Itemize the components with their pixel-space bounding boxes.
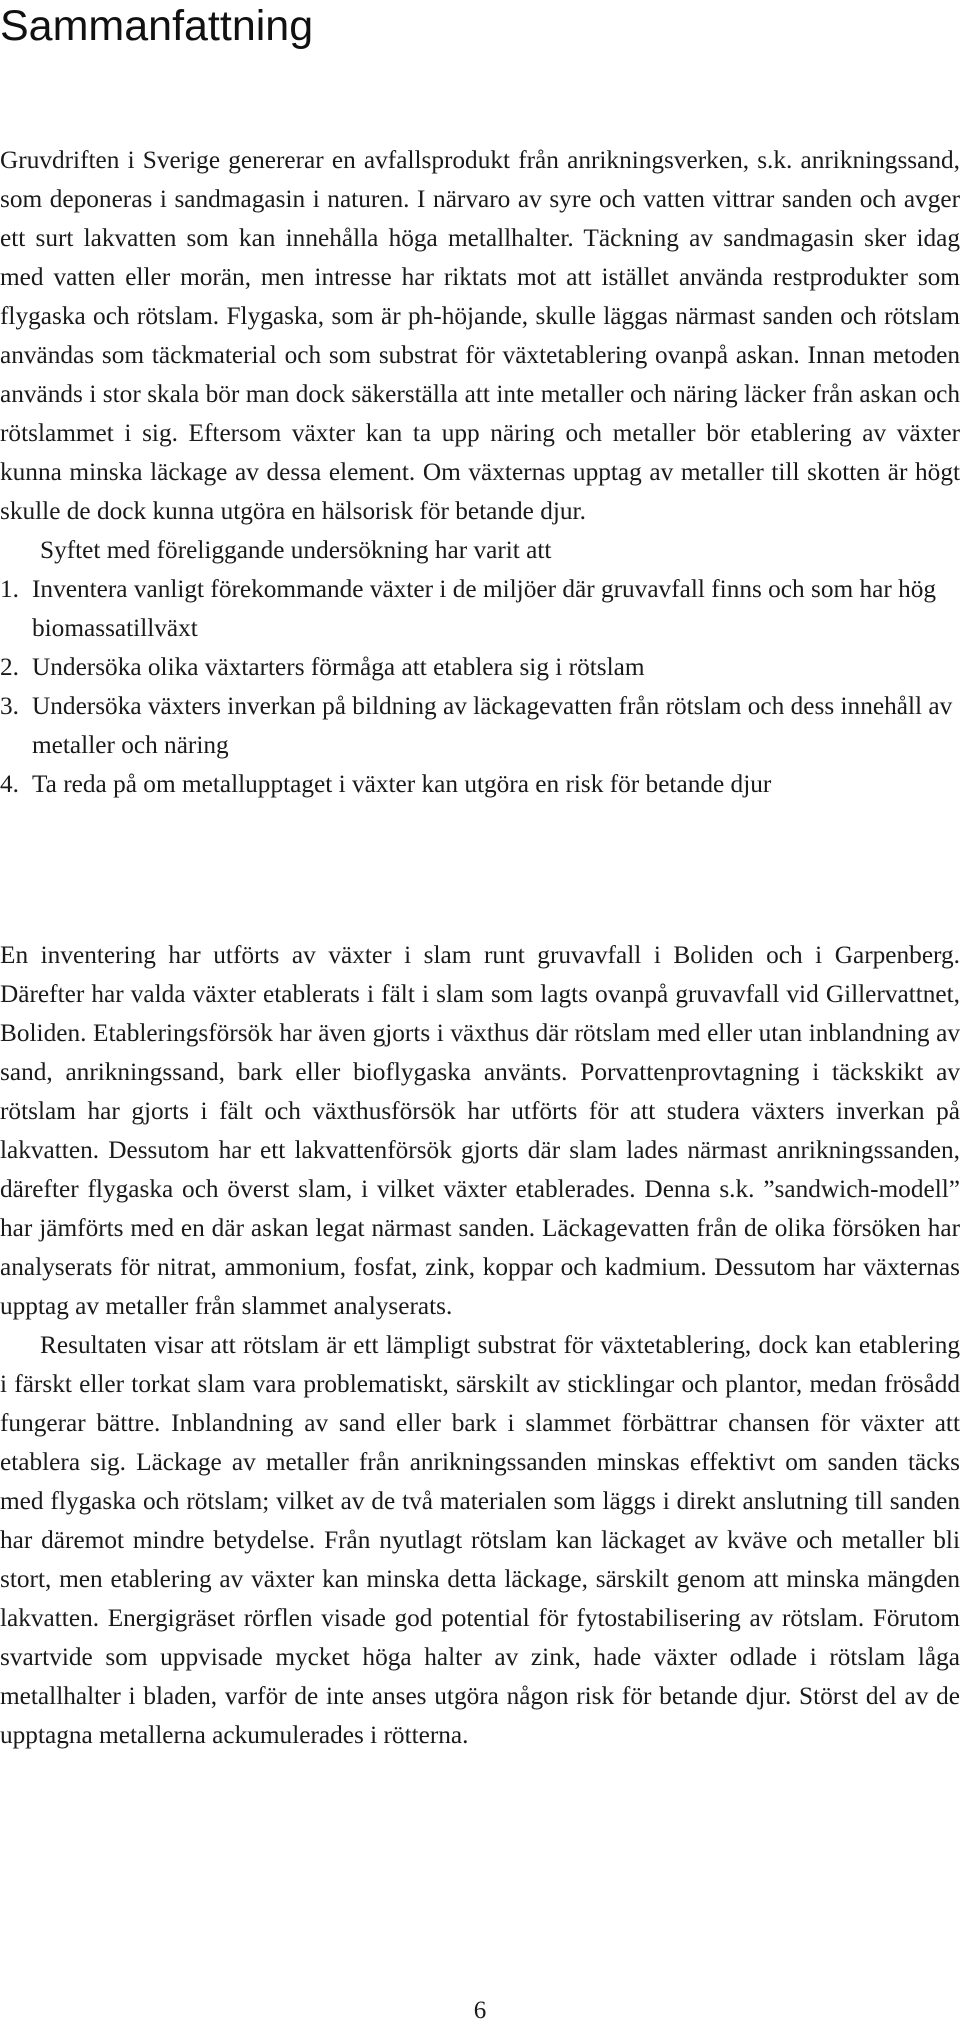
list-number: 2. [0, 653, 19, 681]
methods-results-section [0, 936, 960, 1755]
page-number: 6 [473, 1997, 487, 2024]
aims-list-item [0, 687, 960, 765]
aims-intro: Syftet med föreliggande undersökning har varit att [40, 536, 552, 564]
list-item-text: Inventera vanligt förekommande växter i de miljöer där gruvavfall finns och som har hög biomassatillväxt [32, 575, 937, 642]
intro-section [0, 141, 960, 804]
list-item-text: Undersöka växters inverkan på bildning av läckagevatten från rötslam och dess innehåll av metaller och näring [32, 692, 953, 759]
page-title: Sammanfattning [0, 2, 314, 50]
intro-paragraph: Gruvdriften i Sverige genererar en avfallsprodukt från anrikningsverken, s.k. anrikningssand, som deponeras i sandmagasin i naturen. I närvaro av syre och vatten vittrar sanden och avger ett surt lakvatten som kan innehålla höga metallhalter. Täckning av sandmagasin sker idag med vatten eller morän, men intresse har riktats mot att istället använda restprodukter som flygaska och rötslam. Flygaska, som är ph-höjande, skulle läggas närmast sanden och rötslam användas som täckmaterial och som substrat för växtetablering ovanpå askan. Innan metoden används i stor skala bör man dock säkerställa att inte metaller och näring läcker från askan och rötslammet i sig. Eftersom växter kan ta upp näring och metaller bör etablering av växter kunna minska läckage av dessa element. Om växternas upptag av metaller till skotten är högt skulle de dock kunna utgöra en hälsorisk för betande djur. [0, 146, 960, 525]
aims-list-item [0, 648, 960, 687]
methods-paragraph: En inventering har utförts av växter i slam runt gruvavfall i Boliden och i Garpenberg. Därefter har valda växter etablerats i fält i slam som lagts ovanpå gruvavfall vid Gillervattnet, Boliden. Etableringsförsök har även gjorts i växthus där rötslam med eller utan inblandning av sand, anrikningssand, bark eller bioflygaska använts. Porvattenprovtagning i täckskikt av rötslam har gjorts i fält och växthusförsök har utförts för att studera växters inverkan på lakvatten. Dessutom har ett lakvattenförsök gjorts där slam lades närmast anrikningssanden, därefter flygaska och överst slam, i vilket växter etablerades. Denna s.k. ”sandwich-modell” har jämförts med en där askan legat närmast sanden. Läckagevatten från de olika försöken har analyserats för nitrat, ammonium, fosfat, zink, koppar och kadmium. Dessutom har växternas upptag av metaller från slammet analyserats. [0, 941, 960, 1320]
results-paragraph: Resultaten visar att rötslam är ett lämpligt substrat för växtetablering, dock kan etablering i färskt eller torkat slam vara problematiskt, särskilt av sticklingar och plantor, medan frösådd fungerar bättre. Inblandning av sand eller bark i slammet förbättrar chansen för växter att etablera sig. Läckage av metaller från anrikningssanden minskas effektivt om sanden täcks med flygaska och rötslam; vilket av de två materialen som läggs i direkt anslutning till sanden har däremot mindre betydelse. Från nyutlagt rötslam kan läckaget av kväve och metaller bli stort, men etablering av växter kan minska detta läckage, särskilt genom att minska mängden lakvatten. Energigräset rörflen visade god potential för fytostabilisering av rötslam. Förutom svartvide som uppvisade mycket höga halter av zink, hade växter odlade i rötslam låga metallhalter i bladen, varför de inte anses utgöra någon risk för betande djur. Störst del av de upptagna metallerna ackumulerades i rötterna. [0, 1331, 960, 1749]
list-number: 4. [0, 770, 19, 798]
aims-list-item [0, 570, 960, 648]
list-number: 3. [0, 692, 19, 720]
aims-list [0, 570, 960, 804]
list-item-text: Undersöka olika växtarters förmåga att etablera sig i rötslam [32, 653, 645, 681]
list-item-text: Ta reda på om metallupptaget i växter kan utgöra en risk för betande djur [32, 770, 772, 798]
list-number: 1. [0, 575, 19, 603]
aims-list-item [0, 765, 960, 804]
